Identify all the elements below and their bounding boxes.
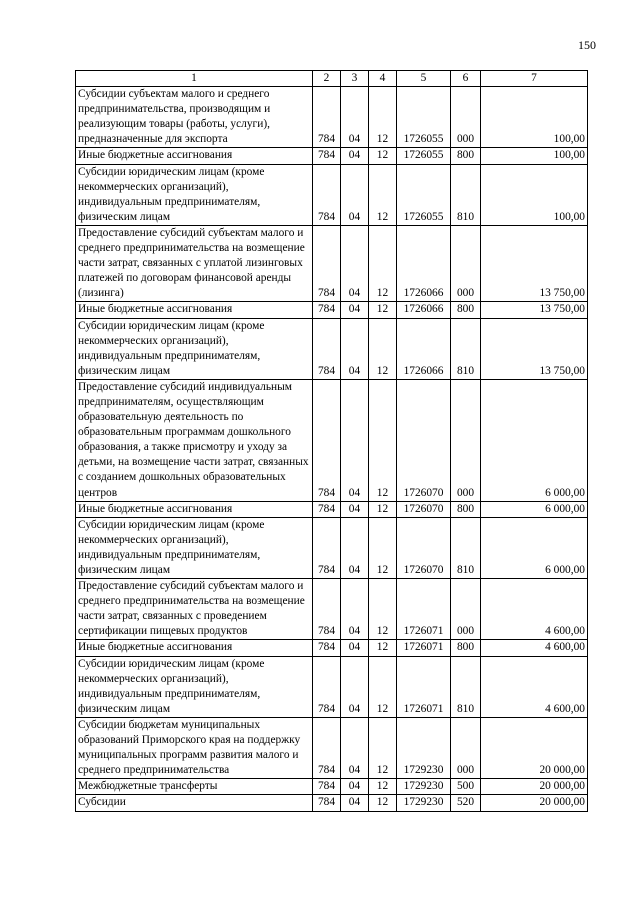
table-row (76, 87, 588, 148)
table-row (76, 302, 588, 318)
amount-cell: 6 000,00 (481, 517, 588, 578)
table-row (76, 379, 588, 501)
section-cell: 04 (341, 164, 369, 225)
expense-type-cell: 810 (451, 318, 481, 379)
expense-type-cell: 800 (451, 302, 481, 318)
gradi-cell: 784 (313, 318, 341, 379)
gradi-cell: 784 (313, 517, 341, 578)
target-article-cell: 1726071 (397, 579, 451, 640)
table-row (76, 717, 588, 778)
gradi-cell: 784 (313, 225, 341, 301)
amount-cell: 13 750,00 (481, 302, 588, 318)
gradi-cell: 784 (313, 640, 341, 656)
amount-cell: 6 000,00 (481, 501, 588, 517)
section-cell: 04 (341, 779, 369, 795)
gradi-cell: 784 (313, 795, 341, 811)
expense-type-cell: 000 (451, 225, 481, 301)
section-cell: 04 (341, 87, 369, 148)
subsection-cell: 12 (369, 640, 397, 656)
amount-cell: 4 600,00 (481, 579, 588, 640)
name-cell: Субсидии (76, 795, 313, 811)
subsection-cell: 12 (369, 717, 397, 778)
target-article-cell: 1726055 (397, 87, 451, 148)
name-cell: Субсидии юридическим лицам (кроме некоммерческих организаций), индивидуальным предпринимателям, физическим лицам (76, 164, 313, 225)
table-row (76, 656, 588, 717)
table-row (76, 501, 588, 517)
name-cell: Субсидии субъектам малого и среднего предпринимательства, производящим и реализующим товары (работы, услуги), предназначенные для экспорта (76, 87, 313, 148)
subsection-cell: 12 (369, 302, 397, 318)
section-cell: 04 (341, 717, 369, 778)
section-cell: 04 (341, 379, 369, 501)
subsection-cell: 12 (369, 579, 397, 640)
subsection-cell: 12 (369, 501, 397, 517)
subsection-cell: 12 (369, 379, 397, 501)
expense-type-cell: 520 (451, 795, 481, 811)
subsection-cell: 12 (369, 225, 397, 301)
target-article-cell: 1729230 (397, 779, 451, 795)
header-cell-5: 5 (397, 71, 451, 87)
name-cell: Субсидии юридическим лицам (кроме некоммерческих организаций), индивидуальным предпринимателям, физическим лицам (76, 318, 313, 379)
target-article-cell: 1726070 (397, 517, 451, 578)
table-row (76, 517, 588, 578)
section-cell: 04 (341, 517, 369, 578)
subsection-cell: 12 (369, 779, 397, 795)
gradi-cell: 784 (313, 779, 341, 795)
expense-type-cell: 000 (451, 87, 481, 148)
amount-cell: 13 750,00 (481, 318, 588, 379)
header-cell-3: 3 (341, 71, 369, 87)
amount-cell: 100,00 (481, 148, 588, 164)
subsection-cell: 12 (369, 318, 397, 379)
gradi-cell: 784 (313, 379, 341, 501)
gradi-cell: 784 (313, 87, 341, 148)
expense-type-cell: 800 (451, 148, 481, 164)
target-article-cell: 1726071 (397, 656, 451, 717)
amount-cell: 100,00 (481, 87, 588, 148)
table-body (76, 87, 588, 811)
subsection-cell: 12 (369, 656, 397, 717)
table-row (76, 779, 588, 795)
target-article-cell: 1729230 (397, 795, 451, 811)
name-cell: Предоставление субсидий субъектам малого и среднего предпринимательства на возмещение части затрат, связанных с проведением сертификации пищевых продуктов (76, 579, 313, 640)
expense-type-cell: 800 (451, 501, 481, 517)
target-article-cell: 1726070 (397, 379, 451, 501)
section-cell: 04 (341, 318, 369, 379)
section-cell: 04 (341, 795, 369, 811)
gradi-cell: 784 (313, 501, 341, 517)
subsection-cell: 12 (369, 164, 397, 225)
section-cell: 04 (341, 501, 369, 517)
target-article-cell: 1726066 (397, 318, 451, 379)
name-cell: Иные бюджетные ассигнования (76, 501, 313, 517)
gradi-cell: 784 (313, 164, 341, 225)
header-cell-4: 4 (369, 71, 397, 87)
target-article-cell: 1726055 (397, 148, 451, 164)
header-cell-7: 7 (481, 71, 588, 87)
subsection-cell: 12 (369, 87, 397, 148)
name-cell: Межбюджетные трансферты (76, 779, 313, 795)
header-cell-6: 6 (451, 71, 481, 87)
name-cell: Иные бюджетные ассигнования (76, 640, 313, 656)
expense-type-cell: 000 (451, 579, 481, 640)
section-cell: 04 (341, 302, 369, 318)
amount-cell: 100,00 (481, 164, 588, 225)
gradi-cell: 784 (313, 148, 341, 164)
section-cell: 04 (341, 225, 369, 301)
header-cell-2: 2 (313, 71, 341, 87)
gradi-cell: 784 (313, 717, 341, 778)
name-cell: Предоставление субсидий субъектам малого и среднего предпринимательства на возмещение части затрат, связанных с уплатой лизинговых платежей по договорам финансовой аренды (лизинга) (76, 225, 313, 301)
expense-type-cell: 000 (451, 379, 481, 501)
budget-table (75, 70, 588, 812)
amount-cell: 13 750,00 (481, 225, 588, 301)
target-article-cell: 1726066 (397, 302, 451, 318)
table-row (76, 225, 588, 301)
table-row (76, 164, 588, 225)
page-number: 150 (578, 38, 596, 52)
section-cell: 04 (341, 640, 369, 656)
amount-cell: 20 000,00 (481, 717, 588, 778)
subsection-cell: 12 (369, 148, 397, 164)
amount-cell: 4 600,00 (481, 640, 588, 656)
name-cell: Иные бюджетные ассигнования (76, 148, 313, 164)
name-cell: Субсидии бюджетам муниципальных образований Приморского края на поддержку муниципальных программ развития малого и среднего предпринимательства (76, 717, 313, 778)
target-article-cell: 1726066 (397, 225, 451, 301)
amount-cell: 4 600,00 (481, 656, 588, 717)
header-cell-1: 1 (76, 71, 313, 87)
expense-type-cell: 810 (451, 517, 481, 578)
expense-type-cell: 500 (451, 779, 481, 795)
target-article-cell: 1726071 (397, 640, 451, 656)
name-cell: Субсидии юридическим лицам (кроме некоммерческих организаций), индивидуальным предпринимателям, физическим лицам (76, 517, 313, 578)
table-row (76, 579, 588, 640)
target-article-cell: 1726070 (397, 501, 451, 517)
header-row (76, 71, 588, 87)
gradi-cell: 784 (313, 656, 341, 717)
target-article-cell: 1729230 (397, 717, 451, 778)
name-cell: Иные бюджетные ассигнования (76, 302, 313, 318)
name-cell: Субсидии юридическим лицам (кроме некоммерческих организаций), индивидуальным предпринимателям, физическим лицам (76, 656, 313, 717)
amount-cell: 20 000,00 (481, 795, 588, 811)
expense-type-cell: 000 (451, 717, 481, 778)
gradi-cell: 784 (313, 579, 341, 640)
expense-type-cell: 810 (451, 164, 481, 225)
table-row (76, 318, 588, 379)
amount-cell: 20 000,00 (481, 779, 588, 795)
amount-cell: 6 000,00 (481, 379, 588, 501)
table-row (76, 148, 588, 164)
subsection-cell: 12 (369, 795, 397, 811)
expense-type-cell: 800 (451, 640, 481, 656)
target-article-cell: 1726055 (397, 164, 451, 225)
section-cell: 04 (341, 656, 369, 717)
expense-type-cell: 810 (451, 656, 481, 717)
gradi-cell: 784 (313, 302, 341, 318)
name-cell: Предоставление субсидий индивидуальным предпринимателям, осуществляющим образовательную деятельность по образовательным программам дошкольного образования, а также присмотру и уходу за детьми, на возмещение части затрат, связанных с созданием дошкольных образовательных центров (76, 379, 313, 501)
subsection-cell: 12 (369, 517, 397, 578)
section-cell: 04 (341, 148, 369, 164)
section-cell: 04 (341, 579, 369, 640)
table-row (76, 795, 588, 811)
table-row (76, 640, 588, 656)
